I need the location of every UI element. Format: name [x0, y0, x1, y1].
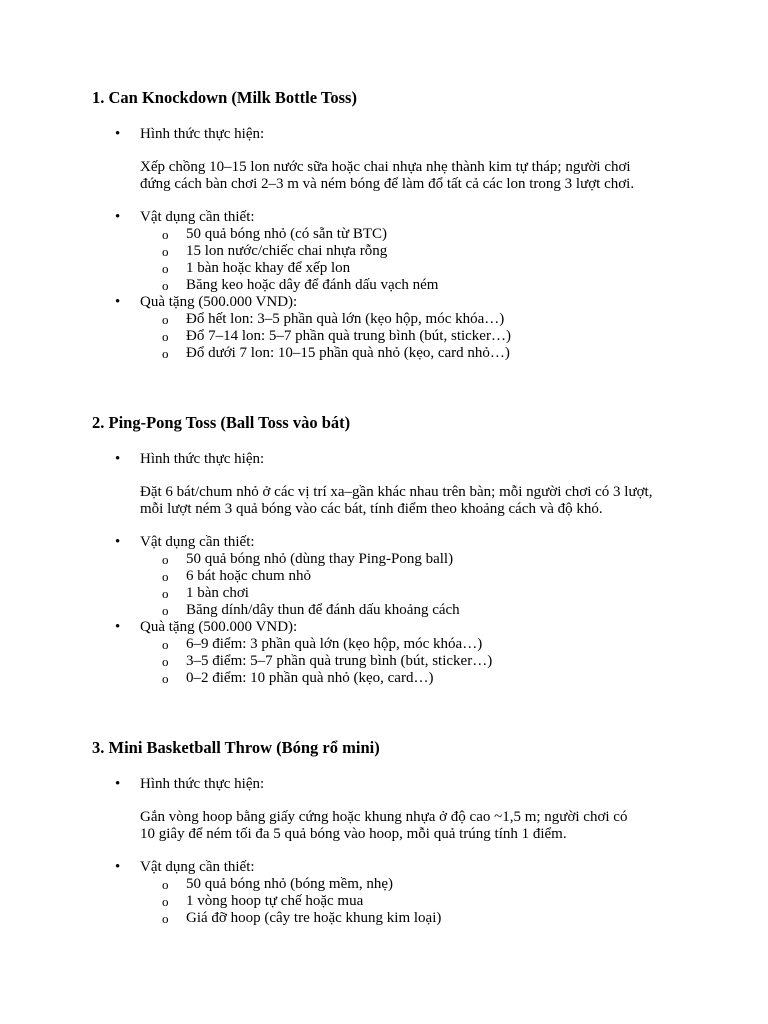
- section-heading: 3. Mini Basketball Throw (Bóng rổ mini): [92, 738, 380, 757]
- method-label: • Hình thức thực hiện:: [92, 126, 692, 143]
- supply-item: o 50 quả bóng nhỏ (dùng thay Ping-Pong ball): [92, 551, 692, 568]
- section-mini-basketball: [92, 738, 692, 927]
- supplies-label: • Vật dụng cần thiết:: [92, 534, 692, 551]
- method-line: Gắn vòng hoop bằng giấy cứng hoặc khung nhựa ở độ cao ~1,5 m; người chơi có: [140, 809, 628, 825]
- method-label: • Hình thức thực hiện:: [92, 451, 692, 468]
- supply-item: o Giá đỡ hoop (cây tre hoặc khung kim loại): [92, 910, 692, 927]
- section-heading: 2. Ping-Pong Toss (Ball Toss vào bát): [92, 413, 351, 432]
- supply-item: o Băng dính/dây thun để đánh dấu khoảng cách: [92, 602, 692, 619]
- supply-item: o 6 bát hoặc chum nhỏ: [92, 568, 692, 585]
- supply-item: o Băng keo hoặc dây để đánh dấu vạch ném: [92, 277, 692, 294]
- supply-item: o 50 quả bóng nhỏ (có sẵn từ BTC): [92, 226, 692, 243]
- method-line: Xếp chồng 10–15 lon nước sữa hoặc chai nhựa nhẹ thành kim tự tháp; người chơi: [140, 159, 631, 175]
- method-line: mỗi lượt ném 3 quả bóng vào các bát, tính điểm theo khoảng cách và độ khó.: [140, 501, 603, 517]
- supply-item: o 1 bàn hoặc khay để xếp lon: [92, 260, 692, 277]
- prizes-label: • Quà tặng (500.000 VND):: [92, 294, 692, 311]
- supply-item: o 15 lon nước/chiếc chai nhựa rỗng: [92, 243, 692, 260]
- supply-item: o 1 vòng hoop tự chế hoặc mua: [92, 893, 692, 910]
- supplies-label: • Vật dụng cần thiết:: [92, 859, 692, 876]
- prize-item: o 0–2 điểm: 10 phần quà nhỏ (kẹo, card…): [92, 670, 692, 687]
- section-ping-pong-toss: [92, 413, 692, 687]
- section-heading: 1. Can Knockdown (Milk Bottle Toss): [92, 88, 357, 107]
- prize-item: o 6–9 điểm: 3 phần quà lớn (kẹo hộp, móc khóa…): [92, 636, 692, 653]
- prize-item: o Đổ dưới 7 lon: 10–15 phần quà nhỏ (kẹo, card nhỏ…): [92, 345, 692, 362]
- method-label: • Hình thức thực hiện:: [92, 776, 692, 793]
- section-can-knockdown: [92, 88, 692, 362]
- prize-item: o 3–5 điểm: 5–7 phần quà trung bình (bút, sticker…): [92, 653, 692, 670]
- supply-item: o 1 bàn chơi: [92, 585, 692, 602]
- prize-item: o Đổ 7–14 lon: 5–7 phần quà trung bình (bút, sticker…): [92, 328, 692, 345]
- prize-item: o Đổ hết lon: 3–5 phần quà lớn (kẹo hộp, móc khóa…): [92, 311, 692, 328]
- method-line: Đặt 6 bát/chum nhỏ ở các vị trí xa–gần khác nhau trên bàn; mỗi người chơi có 3 lượt,: [140, 484, 653, 500]
- supply-item: o 50 quả bóng nhỏ (bóng mềm, nhẹ): [92, 876, 692, 893]
- supplies-label: • Vật dụng cần thiết:: [92, 209, 692, 226]
- prizes-label: • Quà tặng (500.000 VND):: [92, 619, 692, 636]
- method-line: đứng cách bàn chơi 2–3 m và ném bóng để làm đổ tất cả các lon trong 3 lượt chơi.: [140, 176, 635, 192]
- method-line: 10 giây để ném tối đa 5 quả bóng vào hoop, mỗi quả trúng tính 1 điểm.: [140, 826, 567, 842]
